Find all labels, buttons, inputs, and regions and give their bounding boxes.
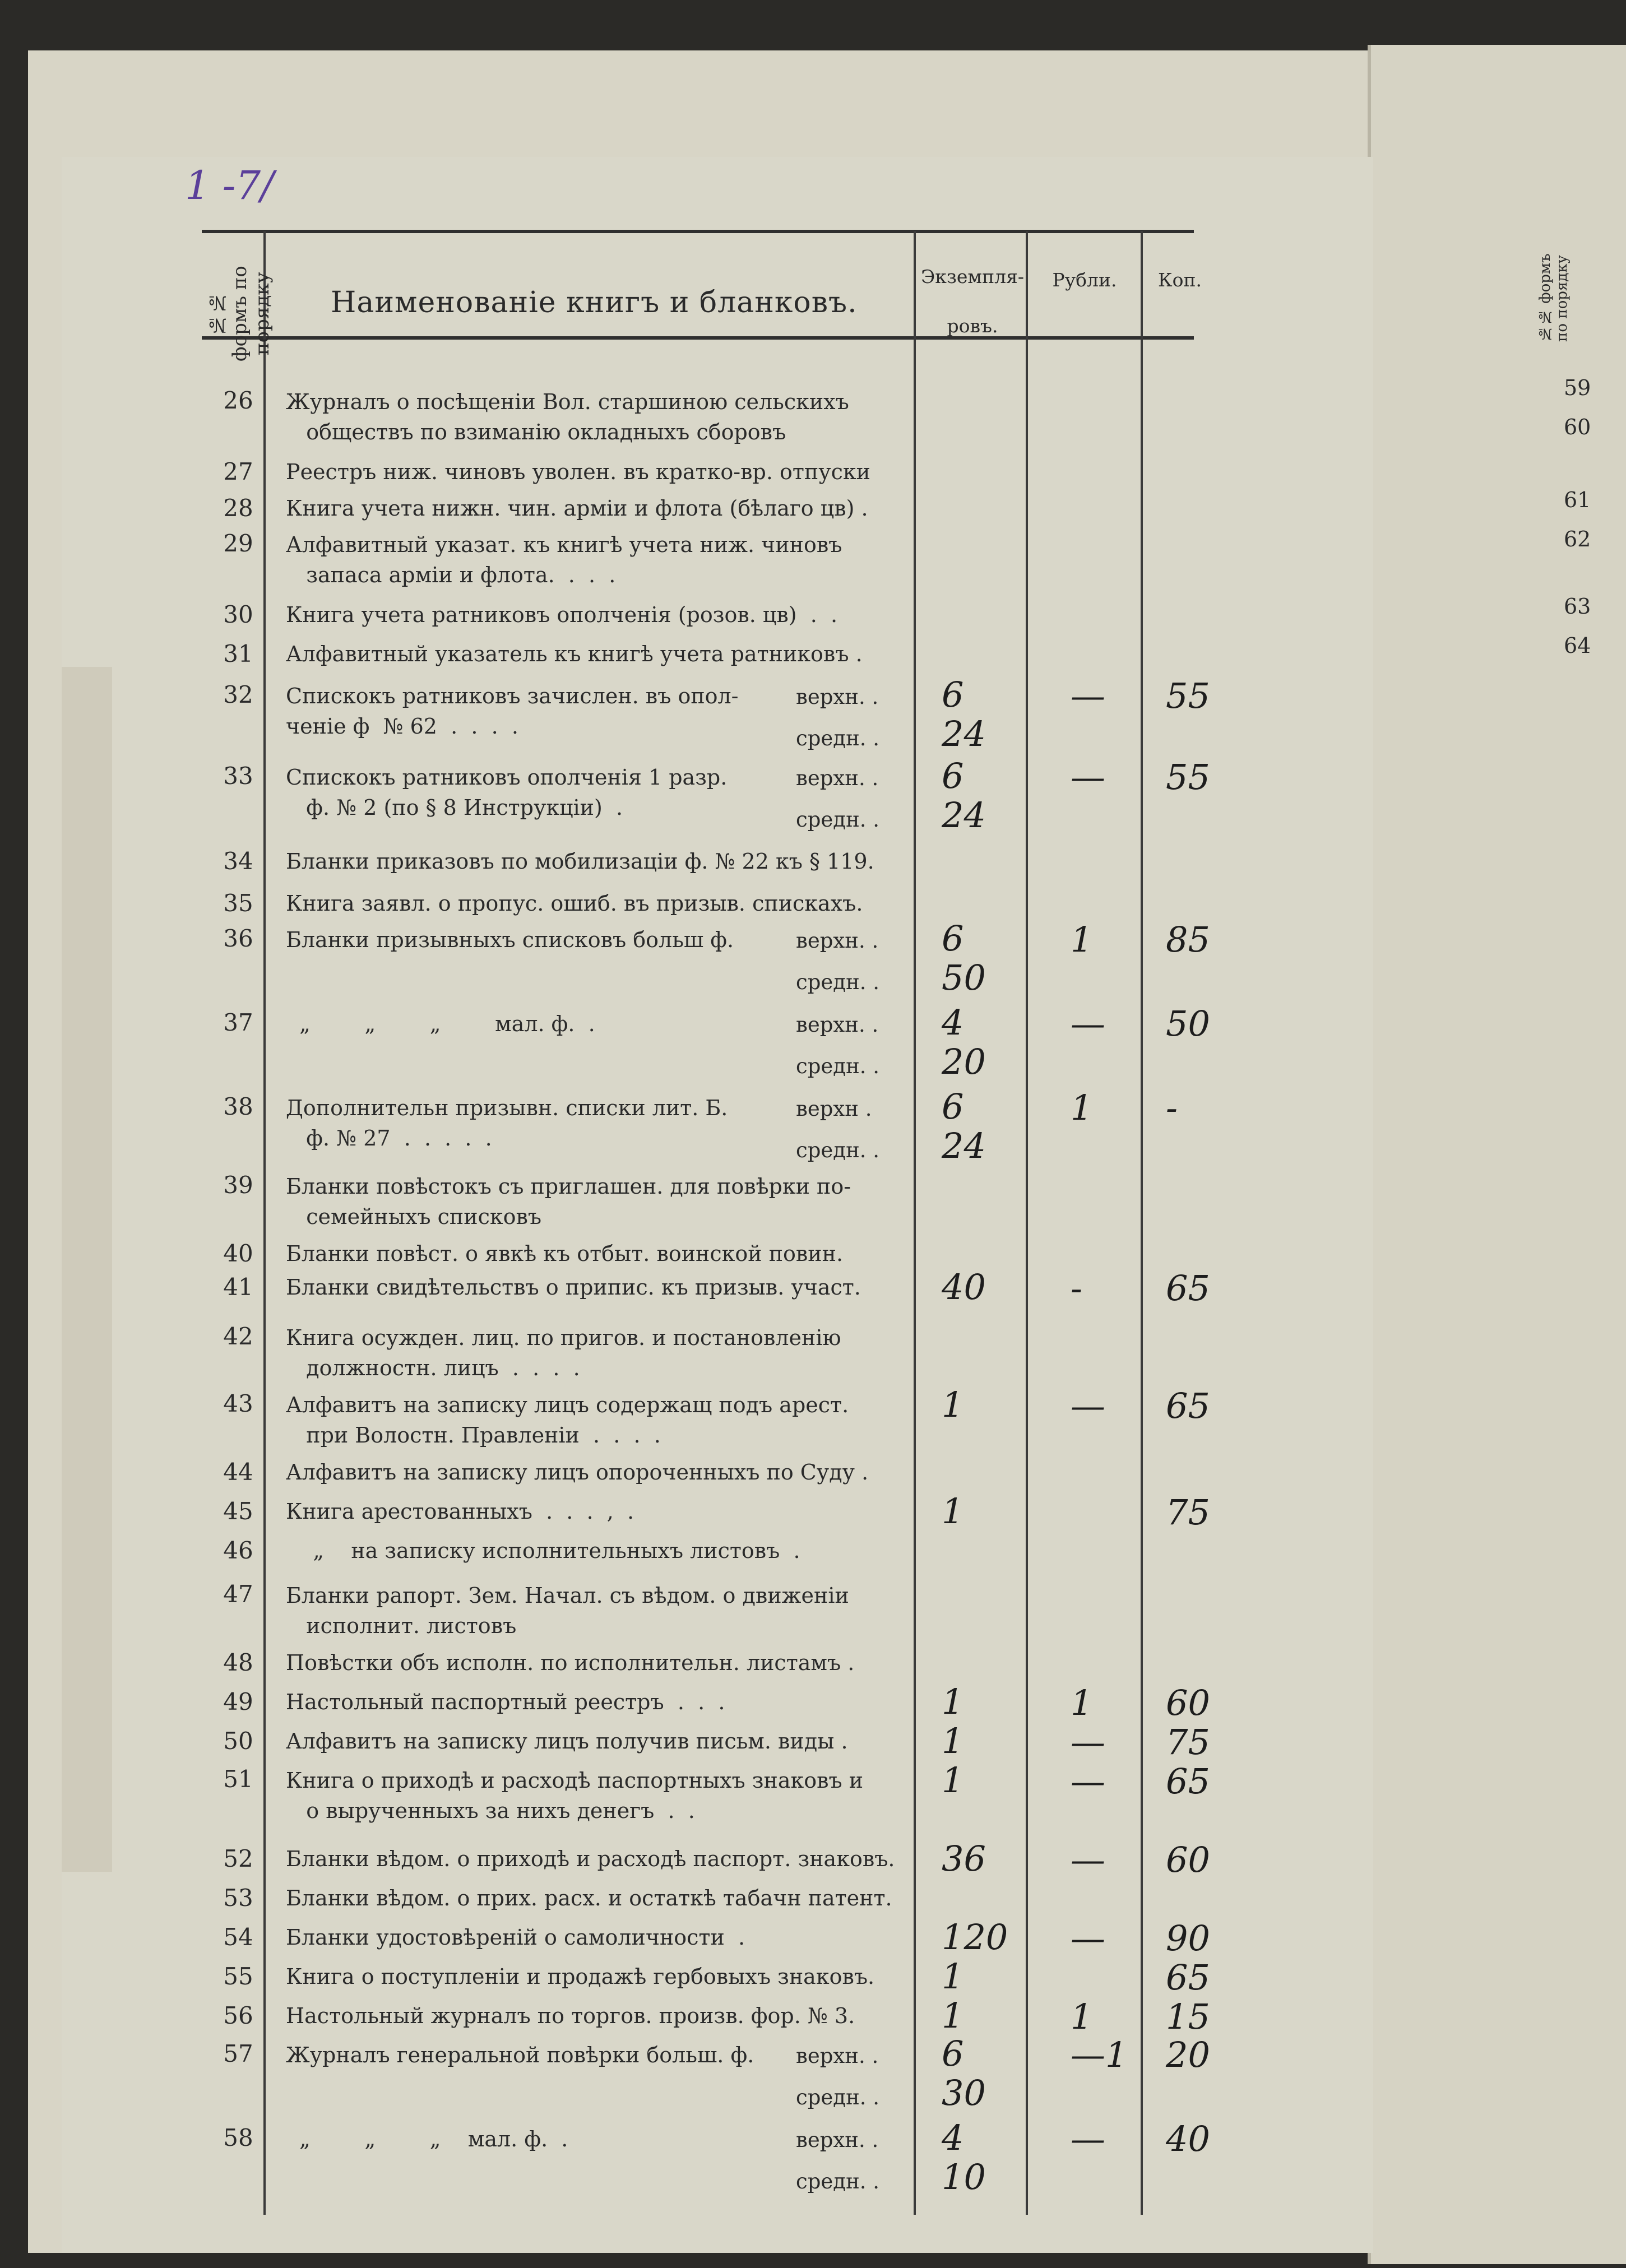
right-page-number: 60 bbox=[1564, 415, 1591, 439]
row-number: 42 bbox=[223, 1323, 253, 1350]
table-row bbox=[213, 2033, 1222, 2118]
row-number: 40 bbox=[223, 1240, 253, 1267]
table-row bbox=[213, 1323, 1222, 1384]
row-name: „ „ „ мал. ф. . bbox=[286, 2127, 568, 2151]
row-kopecks: - bbox=[1166, 1087, 1178, 1128]
row-name: Бланки вѣдом. о прих. расх. и остаткѣ табачн патент. bbox=[286, 1886, 892, 1910]
row-copies: 1 bbox=[942, 1720, 964, 1761]
row-kopecks: 65 bbox=[1166, 1268, 1210, 1309]
row-number: 33 bbox=[223, 762, 253, 790]
row-copies: 1 bbox=[942, 1491, 964, 1532]
row-rubles: —1 bbox=[1071, 2034, 1128, 2075]
row-name: Бланки призывныхъ списковъ больш ф. bbox=[286, 927, 734, 952]
row-number: 28 bbox=[223, 494, 253, 522]
table-row bbox=[213, 2117, 1222, 2202]
table-row bbox=[213, 1491, 1222, 1533]
row-number: 44 bbox=[223, 1458, 253, 1486]
row-name: Книга о приходѣ и расходѣ паспортныхъ знаковъ и о вырученныхъ за нихъ денегъ . . bbox=[286, 1768, 864, 1823]
table-row bbox=[213, 888, 1222, 922]
table-row bbox=[213, 1267, 1222, 1309]
row-copies: 4 20 bbox=[942, 1002, 986, 1082]
table-row bbox=[213, 1457, 1222, 1491]
row-number: 29 bbox=[223, 530, 253, 557]
row-number: 35 bbox=[223, 889, 253, 917]
row-name: Бланки повѣст. о явкѣ къ отбыт. воинской повин. bbox=[286, 1241, 844, 1266]
table-row bbox=[213, 387, 1222, 448]
row-subtype: верхн. . средн. . bbox=[796, 1013, 880, 1078]
row-name: „ „ „ мал. ф. . bbox=[286, 1012, 595, 1036]
row-copies: 4 10 bbox=[942, 2117, 986, 2197]
row-name: Алфавитъ на записку лицъ опороченныхъ по Суду . bbox=[286, 1460, 869, 1485]
row-rubles: 1 bbox=[1071, 1087, 1093, 1128]
row-kopecks: 55 bbox=[1166, 675, 1210, 716]
worn-edge bbox=[62, 667, 112, 1872]
table-row bbox=[213, 846, 1222, 880]
table-row bbox=[213, 457, 1222, 490]
row-number: 49 bbox=[223, 1688, 253, 1715]
row-number: 57 bbox=[223, 2040, 253, 2067]
right-page-number: 62 bbox=[1564, 527, 1591, 551]
row-name: Книга учета ратниковъ ополченія (розов. цв) . . bbox=[286, 602, 838, 627]
row-number: 46 bbox=[223, 1537, 253, 1564]
row-name: Повѣстки объ исполн. по исполнительн. листамъ . bbox=[286, 1650, 855, 1675]
row-name: Спискокъ ратниковъ ополченія 1 разр. ф. № 2 (по § 8 Инструкціи) . bbox=[286, 765, 728, 820]
row-name: Книга осужден. лиц. по пригов. и постановленію должностн. лицъ . . . . bbox=[286, 1325, 841, 1380]
table-row bbox=[213, 1956, 1222, 1998]
row-rubles: 1 bbox=[1071, 1682, 1093, 1723]
row-name: „ на записку исполнительныхъ листовъ . bbox=[286, 1538, 800, 1563]
row-number: 47 bbox=[223, 1580, 253, 1608]
row-kopecks: 15 bbox=[1166, 1996, 1210, 2037]
header-rubles: Рубли. bbox=[1052, 269, 1117, 291]
row-name: Журналъ о посѣщеніи Вол. старшиною сельскихъ обществъ по взиманію окладныхъ сборовъ bbox=[286, 389, 849, 444]
row-number: 53 bbox=[223, 1884, 253, 1912]
row-copies: 1 bbox=[942, 1760, 964, 1801]
row-copies: 6 24 bbox=[942, 755, 986, 836]
row-copies: 6 30 bbox=[942, 2033, 986, 2113]
table-row bbox=[213, 600, 1222, 633]
row-number: 50 bbox=[223, 1727, 253, 1755]
table-row bbox=[213, 530, 1222, 591]
pencil-mark: 1 -7/ bbox=[185, 163, 274, 208]
table-row bbox=[213, 674, 1222, 759]
row-name: Реестръ ниж. чиновъ уволен. въ кратко-вр. отпуски bbox=[286, 460, 870, 484]
row-number: 37 bbox=[223, 1009, 253, 1036]
table-row bbox=[213, 1239, 1222, 1272]
row-name: Книга учета нижн. чин. арміи и флота (бѣлаго цв) . bbox=[286, 496, 868, 521]
row-copies: 40 bbox=[942, 1267, 986, 1307]
row-copies: 120 bbox=[942, 1917, 1008, 1958]
table-row bbox=[213, 1384, 1222, 1451]
row-copies: 1 bbox=[942, 1384, 964, 1425]
row-name: Спискокъ ратниковъ зачислен. въ опол- ченіе ф № 62 . . . . bbox=[286, 684, 739, 739]
row-rubles: 1 bbox=[1071, 919, 1093, 960]
top-rule bbox=[202, 230, 1194, 233]
row-number: 34 bbox=[223, 847, 253, 875]
row-kopecks: 65 bbox=[1166, 1957, 1210, 1998]
row-subtype: верхн. . средн. . bbox=[796, 2128, 880, 2193]
row-kopecks: 75 bbox=[1166, 1492, 1210, 1533]
table-row bbox=[213, 1838, 1222, 1880]
row-subtype: верхн. . средн. . bbox=[796, 766, 880, 832]
right-page-number: 61 bbox=[1564, 488, 1591, 512]
row-number: 52 bbox=[223, 1845, 253, 1872]
row-number: 55 bbox=[223, 1963, 253, 1990]
row-name: Алфавитный указат. къ книгѣ учета ниж. чиновъ запаса арміи и флота. . . . bbox=[286, 532, 842, 587]
row-kopecks: 85 bbox=[1166, 919, 1210, 960]
row-copies: 1 bbox=[942, 1681, 964, 1722]
table-row bbox=[213, 1681, 1222, 1723]
table-row bbox=[213, 493, 1222, 527]
row-kopecks: 55 bbox=[1166, 757, 1210, 797]
row-subtype: верхн. . средн. . bbox=[796, 929, 880, 994]
table-row bbox=[213, 1760, 1222, 1838]
table-row bbox=[213, 1536, 1222, 1569]
table-row bbox=[213, 1883, 1222, 1917]
row-number: 43 bbox=[223, 1390, 253, 1417]
row-rubles: — bbox=[1071, 1839, 1105, 1880]
row-name: Бланки рапорт. Зем. Начал. съ вѣдом. о движеніи исполнит. листовъ bbox=[286, 1583, 849, 1638]
row-number: 31 bbox=[223, 640, 253, 667]
row-copies: 36 bbox=[942, 1838, 986, 1879]
row-kopecks: 65 bbox=[1166, 1385, 1210, 1426]
row-rubles: — bbox=[1071, 675, 1105, 716]
row-number: 54 bbox=[223, 1923, 253, 1951]
row-name: Бланки свидѣтельствъ о припис. къ призыв. участ. bbox=[286, 1275, 861, 1300]
row-kopecks: 90 bbox=[1166, 1918, 1210, 1959]
row-name: Книга о поступленіи и продажѣ гербовыхъ знаковъ. bbox=[286, 1964, 875, 1989]
row-copies: 1 bbox=[942, 1995, 964, 2036]
header-kopecks: Коп. bbox=[1158, 269, 1202, 291]
table-row bbox=[213, 1086, 1222, 1171]
table-row bbox=[213, 918, 1222, 1003]
row-number: 26 bbox=[223, 387, 253, 414]
row-number: 30 bbox=[223, 601, 253, 628]
row-name: Алфавитъ на записку лицъ содержащ подъ арест. при Волостн. Правленіи . . . . bbox=[286, 1393, 849, 1448]
row-rubles: 1 bbox=[1071, 1996, 1093, 2037]
row-name: Алфавитный указатель къ книгѣ учета ратниковъ . bbox=[286, 642, 863, 666]
row-number: 32 bbox=[223, 681, 253, 708]
row-copies: 6 50 bbox=[942, 918, 986, 998]
row-name: Настольный паспортный реестръ . . . bbox=[286, 1690, 725, 1714]
row-name: Алфавитъ на записку лицъ получив письм. виды . bbox=[286, 1729, 848, 1754]
table-row bbox=[213, 1995, 1222, 2037]
table-row bbox=[213, 755, 1222, 841]
row-kopecks: 50 bbox=[1166, 1003, 1210, 1044]
row-kopecks: 20 bbox=[1166, 2034, 1210, 2075]
row-kopecks: 40 bbox=[1166, 2118, 1210, 2159]
table-row bbox=[213, 1002, 1222, 1087]
row-name: Бланки удостовѣреній о самоличности . bbox=[286, 1925, 745, 1950]
row-rubles: — bbox=[1071, 1722, 1105, 1763]
row-subtype: верхн . средн. . bbox=[796, 1097, 880, 1162]
table-row bbox=[213, 1917, 1222, 1959]
row-rubles: — bbox=[1071, 1918, 1105, 1959]
right-page-number: 64 bbox=[1564, 633, 1591, 658]
row-name: Бланки повѣстокъ съ приглашен. для повѣрки по- семейныхъ списковъ bbox=[286, 1174, 851, 1229]
row-rubles: — bbox=[1071, 1761, 1105, 1802]
row-rubles: — bbox=[1071, 1003, 1105, 1044]
row-kopecks: 65 bbox=[1166, 1761, 1210, 1802]
row-number: 58 bbox=[223, 2124, 253, 2151]
header-bottom-rule bbox=[202, 336, 1194, 340]
row-copies: 6 24 bbox=[942, 1086, 986, 1166]
row-number: 39 bbox=[223, 1171, 253, 1199]
row-name: Книга заявл. о пропус. ошиб. въ призыв. спискахъ. bbox=[286, 891, 863, 916]
row-subtype: верхн. . средн. . bbox=[796, 685, 880, 750]
row-copies: 1 bbox=[942, 1956, 964, 1997]
header-name: Наименованіе книгъ и бланковъ. bbox=[331, 286, 858, 319]
row-subtype: верхн. . средн. . bbox=[796, 2044, 880, 2109]
row-name: Настольный журналъ по торгов. произв. фор. № 3. bbox=[286, 2003, 855, 2028]
header-copies: Экземпля- ровъ. bbox=[921, 266, 1024, 337]
right-page-number: 59 bbox=[1564, 375, 1591, 400]
table-row bbox=[213, 1648, 1222, 1681]
row-number: 38 bbox=[223, 1093, 253, 1120]
header-number: №№ формъ по порядку bbox=[206, 266, 274, 362]
row-rubles: — bbox=[1071, 1385, 1105, 1426]
row-number: 36 bbox=[223, 925, 253, 952]
row-number: 45 bbox=[223, 1497, 253, 1525]
row-number: 48 bbox=[223, 1649, 253, 1676]
row-kopecks: 60 bbox=[1166, 1682, 1210, 1723]
row-number: 51 bbox=[223, 1765, 253, 1793]
row-kopecks: 75 bbox=[1166, 1722, 1210, 1763]
row-rubles: — bbox=[1071, 2118, 1105, 2159]
table-row bbox=[213, 1580, 1222, 1642]
table-row bbox=[213, 639, 1222, 672]
row-name: Дополнительн призывн. списки лит. Б. ф. № 27 . . . . . bbox=[286, 1096, 728, 1151]
row-name: Бланки вѣдом. о приходѣ и расходѣ паспорт. знаковъ. bbox=[286, 1847, 895, 1871]
row-name: Бланки приказовъ по мобилизаціи ф. № 22 къ § 119. bbox=[286, 849, 874, 874]
row-copies: 6 24 bbox=[942, 674, 986, 754]
row-rubles: - bbox=[1071, 1268, 1082, 1309]
row-number: 56 bbox=[223, 2002, 253, 2029]
row-number: 27 bbox=[223, 458, 253, 485]
right-header-number: №№ формъ по порядку bbox=[1537, 253, 1571, 342]
row-name: Книга арестованныхъ . . . , . bbox=[286, 1499, 634, 1524]
right-page-number: 63 bbox=[1564, 594, 1591, 619]
table-row bbox=[213, 1171, 1222, 1233]
row-kopecks: 60 bbox=[1166, 1839, 1210, 1880]
row-number: 41 bbox=[223, 1273, 253, 1301]
table-row bbox=[213, 1720, 1222, 1763]
row-name: Журналъ генеральной повѣрки больш. ф. bbox=[286, 2043, 754, 2067]
row-rubles: — bbox=[1071, 757, 1105, 797]
